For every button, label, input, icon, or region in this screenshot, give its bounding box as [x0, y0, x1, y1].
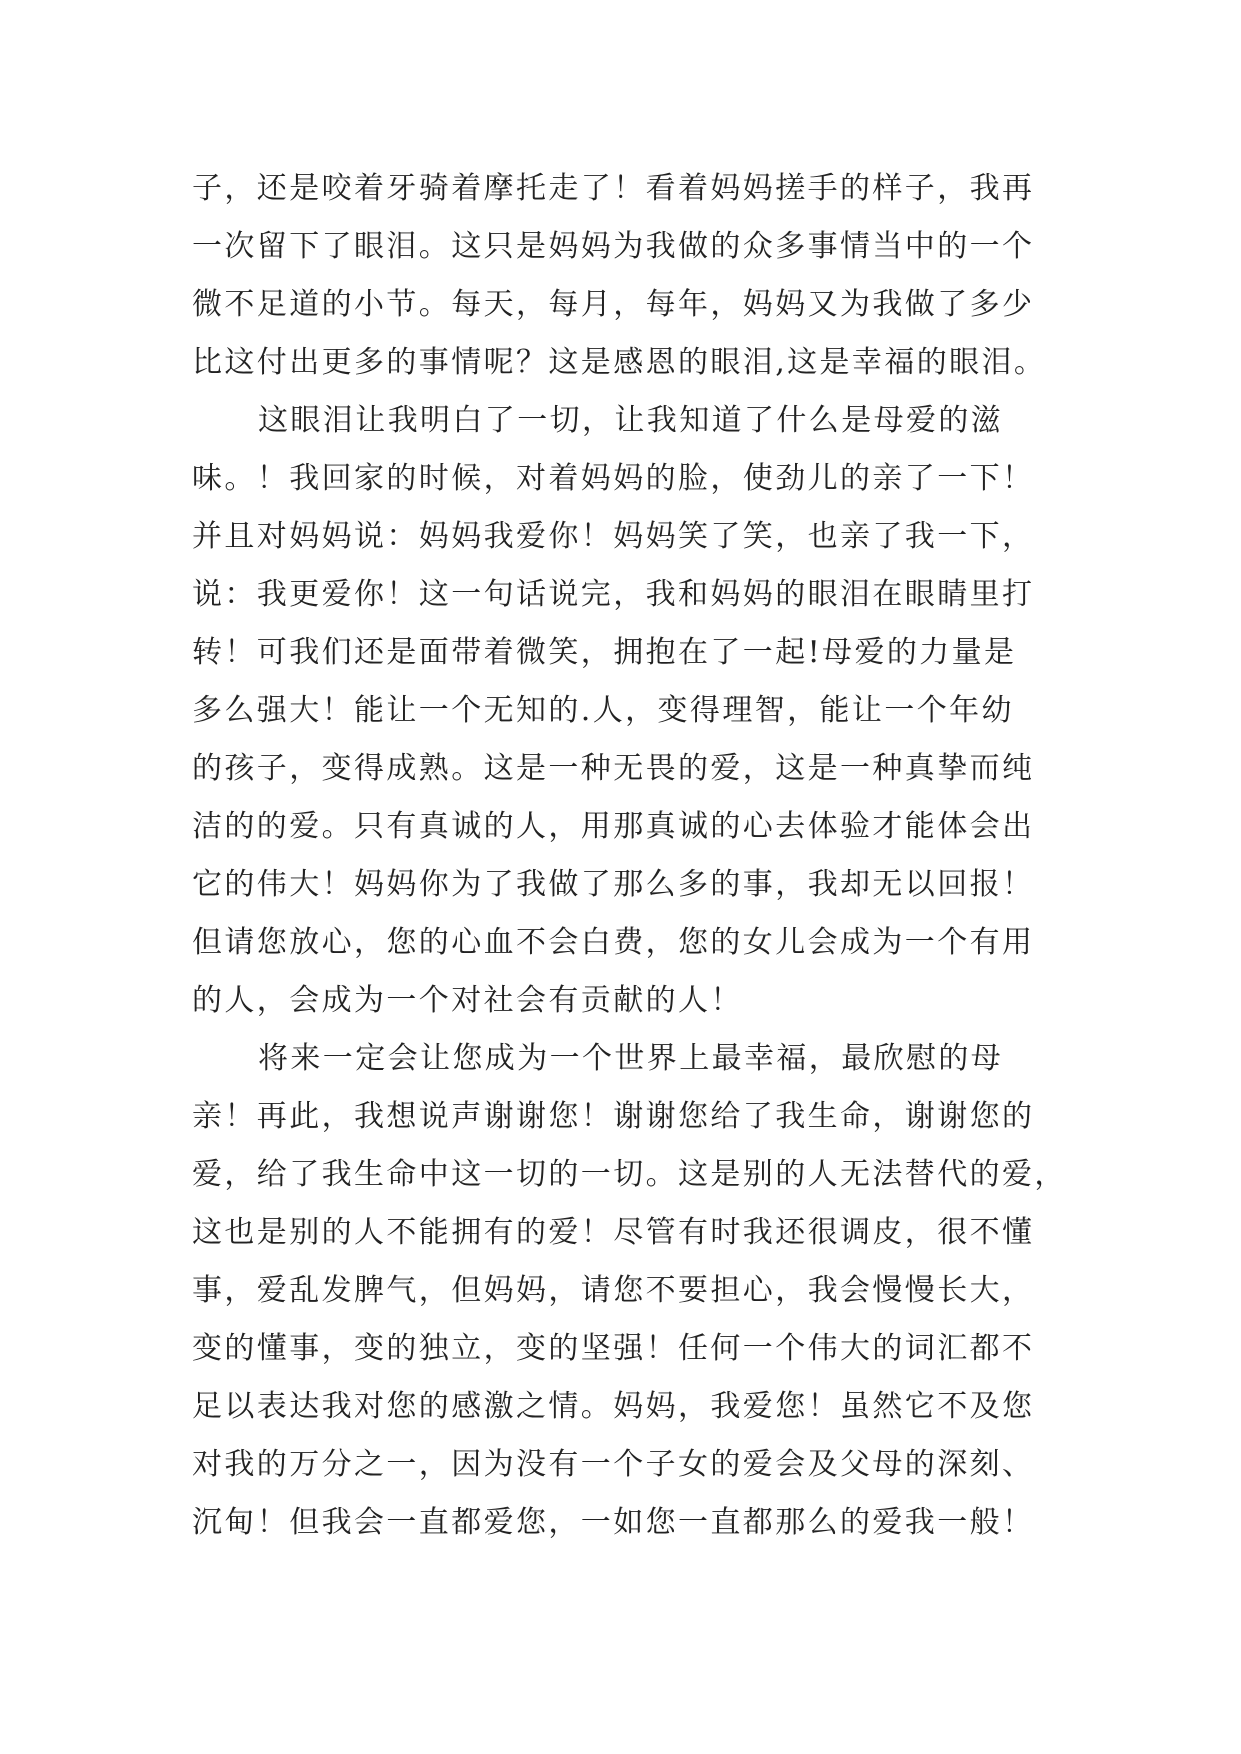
paragraph-first-line: 将来一定会让您成为一个世界上最幸福，最欣慰的母	[258, 1041, 1004, 1076]
text-line: 多么强大！能让一个无知的.人，变得理智，能让一个年幼	[192, 693, 1014, 728]
text-line: 亲！再此，我想说声谢谢您！谢谢您给了我生命，谢谢您的	[192, 1099, 1035, 1134]
text-line: 的人，会成为一个对社会有贡献的人！	[192, 983, 743, 1018]
text-line: 味。！我回家的时候，对着妈妈的脸，使劲儿的亲了一下！	[192, 461, 1035, 496]
text-line: 它的伟大！妈妈你为了我做了那么多的事，我却无以回报！	[192, 867, 1035, 902]
text-line: 足以表达我对您的感激之情。妈妈，我爱您！虽然它不及您	[192, 1389, 1035, 1424]
text-line: 转！可我们还是面带着微笑，拥抱在了一起!母爱的力量是	[192, 635, 1017, 670]
text-line: 并且对妈妈说：妈妈我爱你！妈妈笑了笑，也亲了我一下，	[192, 519, 1035, 554]
text-line: 事，爱乱发脾气，但妈妈，请您不要担心，我会慢慢长大，	[192, 1273, 1035, 1308]
text-line: 一次留下了眼泪。这只是妈妈为我做的众多事情当中的一个	[192, 229, 1035, 264]
text-line: 说：我更爱你！这一句话说完，我和妈妈的眼泪在眼睛里打	[192, 577, 1035, 612]
text-line: 的孩子，变得成熟。这是一种无畏的爱，这是一种真挚而纯	[192, 751, 1035, 786]
paragraph-first-line: 这眼泪让我明白了一切，让我知道了什么是母爱的滋	[258, 403, 1004, 438]
text-line: 但请您放心，您的心血不会白费，您的女儿会成为一个有用	[192, 925, 1035, 960]
text-line: 这也是别的人不能拥有的爱！尽管有时我还很调皮，很不懂	[192, 1215, 1035, 1250]
text-line: 沉甸！但我会一直都爱您，一如您一直都那么的爱我一般！	[192, 1505, 1035, 1540]
text-line: 子，还是咬着牙骑着摩托走了！看着妈妈搓手的样子，我再	[192, 171, 1035, 206]
body-text	[192, 160, 1072, 1552]
text-line: 洁的的爱。只有真诚的人，用那真诚的心去体验才能体会出	[192, 809, 1035, 844]
text-line: 对我的万分之一，因为没有一个子女的爱会及父母的深刻、	[192, 1447, 1035, 1482]
text-line: 微不足道的小节。每天，每月，每年，妈妈又为我做了多少	[192, 287, 1035, 322]
text-line: 爱，给了我生命中这一切的一切。这是别的人无法替代的爱，	[192, 1157, 1067, 1192]
text-line: 变的懂事，变的独立，变的坚强！任何一个伟大的词汇都不	[192, 1331, 1035, 1366]
text-line: 比这付出更多的事情呢？这是感恩的眼泪,这是幸福的眼泪。	[192, 345, 1047, 380]
